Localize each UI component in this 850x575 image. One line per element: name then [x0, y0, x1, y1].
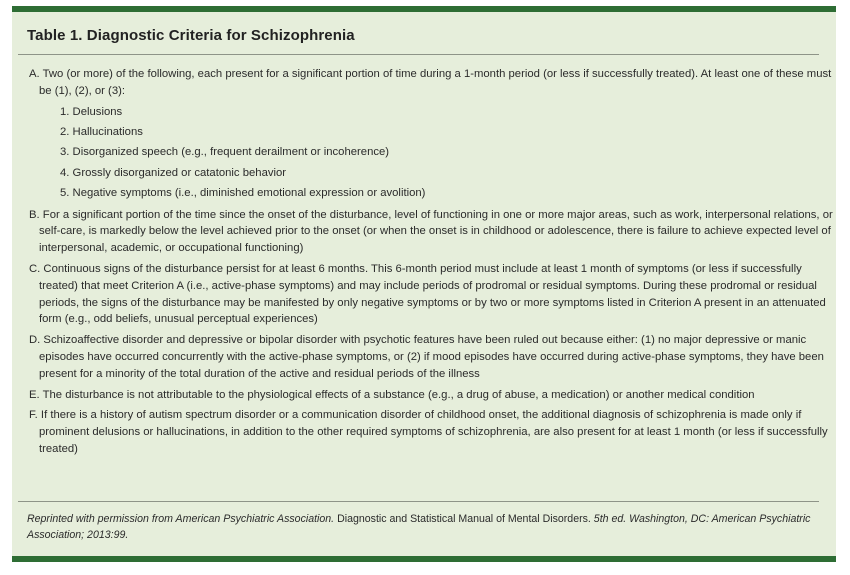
table-title: Table 1. Diagnostic Criteria for Schizophrenia: [27, 27, 355, 44]
criteria-table-panel: [12, 6, 836, 562]
title-divider: [18, 54, 819, 55]
criterion-a: A. Two (or more) of the following, each present for a significant portion of time during a 1-month period (or less if successfully treated). At least one of these must be (1), (2), or (3):: [29, 68, 832, 97]
symptom-item: 4. Grossly disorganized or catatonic behavior: [60, 166, 287, 179]
criterion-c: C. Continuous signs of the disturbance persist for at least 6 months. This 6-month period must include at least 1 month of symptoms (or less if successfully treated) that meet Criterion A (i.e., active-phase symptoms) and may include periods of prodromal or residual symptoms. During these prodromal or residual periods, the signs of the disturbance may be manifested by only negative symptoms or by two or more symptoms listed in Criterion A present in an attenuated form (e.g., odd beliefs, unusual perceptual experiences): [29, 263, 826, 326]
criterion-b: B. For a significant portion of the time since the onset of the disturbance, level of functioning in one or more major areas, such as work, interpersonal relations, or self-care, is markedly below the level achieved prior to the onset (or when the onset is in childhood or adolescence, there is failure to achieve expected level of interpersonal, academic, or occupational functioning): [29, 208, 833, 255]
criterion-d: D. Schizoaffective disorder and depressive or bipolar disorder with psychotic features have been ruled out because either: (1) no major depressive or manic episodes have occurred concurrently with the active-phase symptoms, or (2) if mood episodes have occurred during active-phase symptoms, they have been present for a minority of the total duration of the active and residual periods of the illness: [29, 334, 824, 380]
criterion-a-symptom-list: [29, 104, 837, 203]
criterion-f: F. If there is a history of autism spectrum disorder or a communication disorder of childhood onset, the additional diagnosis of schizophrenia is made only if prominent delusions or hallucinations, in addition to the other required symptoms of schizophrenia, are also present for at least 1 month (or less if successfully treated): [29, 409, 828, 456]
symptom-item: 2. Hallucinations: [60, 125, 143, 138]
footer-divider: [18, 501, 819, 502]
source-citation: [27, 512, 827, 543]
symptom-item: 5. Negative symptoms (i.e., diminished emotional expression or avolition): [60, 187, 426, 200]
symptom-item: 3. Disorganized speech (e.g., frequent derailment or incoherence): [60, 146, 390, 159]
citation-suffix: 5th ed. Washington, DC: American Psychiatric Association; 2013:99.: [27, 513, 811, 541]
top-accent-bar: [12, 6, 836, 12]
criteria-list: [29, 66, 837, 462]
citation-book-title: Diagnostic and Statistical Manual of Mental Disorders.: [337, 513, 591, 525]
symptom-item: 1. Delusions: [60, 105, 123, 118]
citation-prefix: Reprinted with permission from American Psychiatric Association.: [27, 513, 338, 525]
criterion-e: E. The disturbance is not attributable to the physiological effects of a substance (e.g., a drug of abuse, a medication) or another medical condition: [29, 388, 755, 401]
bottom-accent-bar: [12, 556, 836, 562]
